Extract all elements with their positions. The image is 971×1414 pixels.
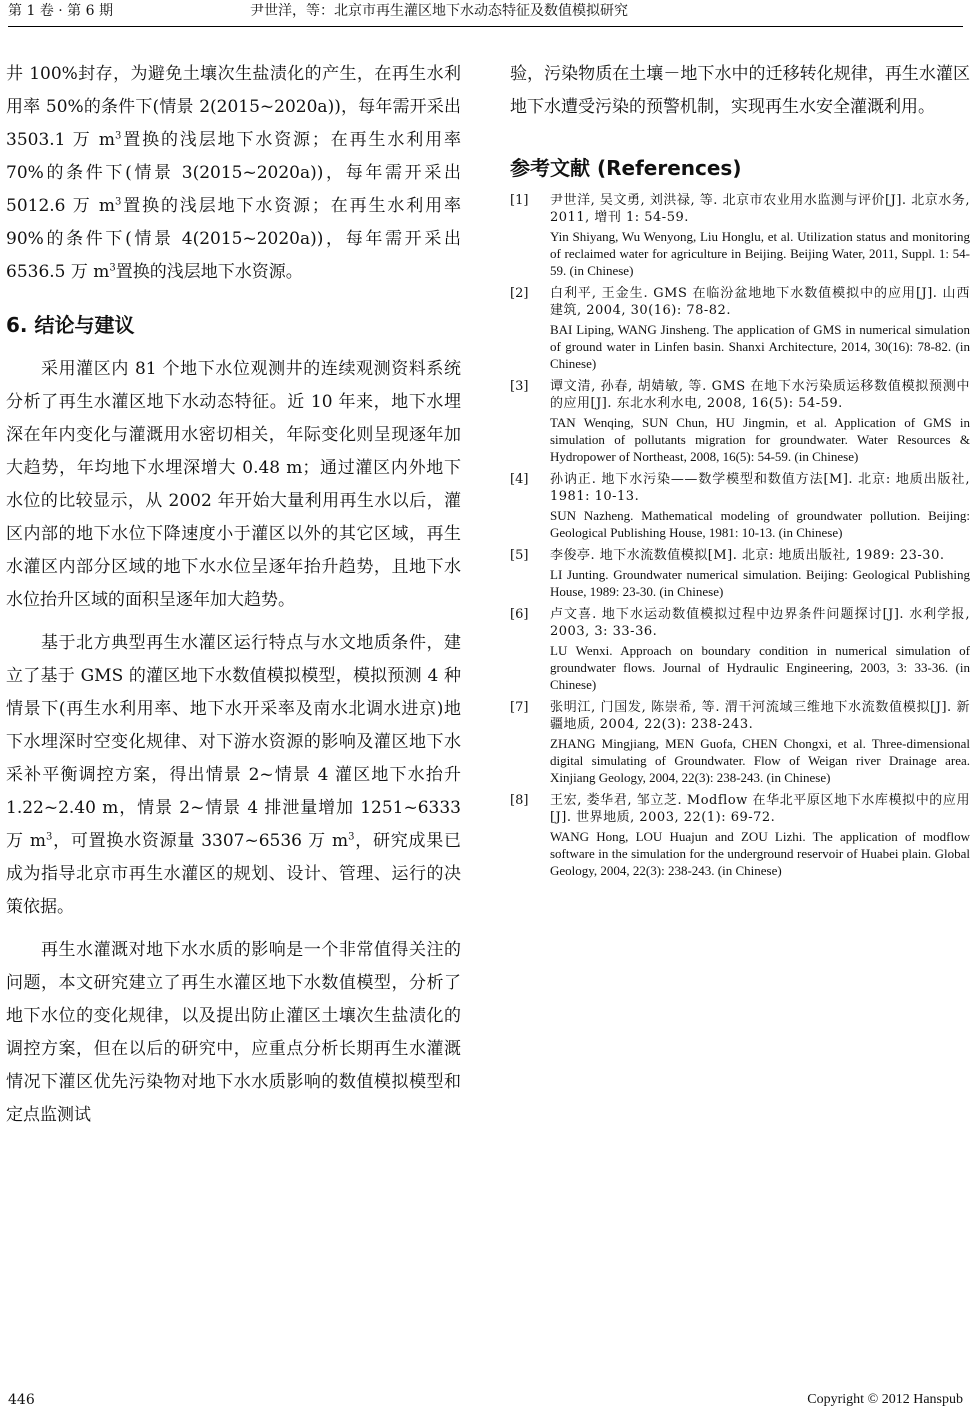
reference-item: [510, 471, 970, 541]
reference-number: [4]: [510, 472, 529, 487]
reference-item: [510, 606, 970, 693]
reference-english: TAN Wenqing, SUN Chun, HU Jingmin, et al. Application of GMS in simulation of pollutants migration for groundwater. Water Resources & Hydropower of Northeast, 2008, 16(5): 54-59. (in Chinese): [550, 415, 970, 464]
reference-number: [2]: [510, 286, 529, 301]
paragraph-conclusion-1: 采用灌区内 81 个地下水位观测井的连续观测资料系统分析了再生水灌区地下水动态特征。近 10 年来，地下水埋深在年内变化与灌溉用水密切相关，年际变化则呈现逐年加大趋势，年均地下水埋深增大 0.48 m；通过灌区内外地下水位的比较显示，从 2002 年开始大量利用再生水以后，灌区内部的地下水位下降速度小于灌区以外的其它区域，再生水灌区内部分区域的地下水水位呈逐年抬升趋势，且地下水水位抬升区域的面积呈逐年加大趋势。: [6, 359, 461, 610]
reference-chinese: 张明江, 门国发, 陈崇希, 等. 渭干河流域三维地下水流数值模拟[J]. 新疆地质, 2004, 22(3): 238-243.: [550, 700, 970, 732]
reference-item: [510, 699, 970, 786]
reference-english: BAI Liping, WANG Jinsheng. The application of GMS in numerical simulation of ground water in Linfen basin. Shanxi Architecture, 2014, 30(16): 78-82. (in Chinese): [550, 322, 970, 371]
reference-chinese: 白利平, 王金生. GMS 在临汾盆地地下水数值模拟中的应用[J]. 山西建筑, 2004, 30(16): 78-82.: [550, 286, 970, 318]
section-heading-conclusions: 6. 结论与建议: [6, 313, 135, 337]
running-title: 尹世洋，等：北京市再生灌区地下水动态特征及数值模拟研究: [250, 3, 628, 19]
reference-english: Yin Shiyang, Wu Wenyong, Liu Honglu, et al. Utilization status and monitoring of reclaimed water for agriculture in Beijing. Beijing Water, 2011, Suppl. 1: 54-59. (in Chinese): [550, 229, 970, 278]
reference-number: [3]: [510, 379, 529, 394]
reference-item: [510, 192, 970, 279]
reference-item: [510, 378, 970, 465]
reference-item: [510, 547, 970, 600]
reference-number: [6]: [510, 607, 529, 622]
references-heading: 参考文献 (References): [510, 156, 742, 180]
reference-number: [7]: [510, 700, 529, 715]
reference-number: [8]: [510, 793, 529, 808]
reference-item: [510, 285, 970, 372]
reference-list: [510, 192, 970, 879]
running-header: [8, 0, 963, 27]
reference-english: ZHANG Mingjiang, MEN Guofa, CHEN Chongxi, et al. Three-dimensional digital simulating of Groundwater. Flow of Weigan river Drainage area. Xinjiang Geology, 2004, 22(3): 238-243. (in Chinese): [550, 736, 970, 785]
reference-chinese: 王宏, 娄华君, 邹立芝. Modflow 在华北平原区地下水库模拟中的应用[J]. 世界地质, 2003, 22(1): 69-72.: [550, 793, 970, 825]
reference-chinese: 李俊亭. 地下水流数值模拟[M]. 北京: 地质出版社, 1989: 23-30.: [550, 548, 945, 563]
right-column: [510, 58, 970, 885]
paragraph-continued: 验，污染物质在土壤－地下水中的迁移转化规律，再生水灌区地下水遭受污染的预警机制，实现再生水安全灌溉利用。: [510, 64, 970, 117]
reference-english: LI Junting. Groundwater numerical simulation. Beijing: Geological Publishing House, 1989: 23-30. (in Chinese): [550, 567, 970, 599]
reference-chinese: 孙讷正. 地下水污染——数学模型和数值方法[M]. 北京: 地质出版社, 1981: 10-13.: [550, 472, 970, 504]
copyright-notice: Copyright © 2012 Hanspub: [807, 1392, 963, 1407]
paragraph-conclusion-3: 再生水灌溉对地下水水质的影响是一个非常值得关注的问题，本文研究建立了再生水灌区地下水数值模型，分析了地下水位的变化规律，以及提出防止灌区土壤次生盐渍化的调控方案，但在以后的研究中，应重点分析长期再生水灌溉情况下灌区优先污染物对地下水水质影响的数值模拟模型和定点监测试: [6, 940, 461, 1125]
page-number: 446: [8, 1392, 35, 1408]
reference-item: [510, 792, 970, 879]
journal-volume: 第 1 卷 · 第 6 期: [8, 3, 113, 19]
reference-chinese: 卢文喜. 地下水运动数值模拟过程中边界条件问题探讨[J]. 水利学报, 2003, 3: 33-36.: [550, 607, 970, 639]
reference-english: WANG Hong, LOU Huajun and ZOU Lizhi. The application of modflow software in the simulation for the underground reservoir of Huabei plain. Global Geology, 2004, 22(3): 238-243. (in Chinese): [550, 829, 970, 878]
reference-chinese: 尹世洋, 吴文勇, 刘洪禄, 等. 北京市农业用水监测与评价[J]. 北京水务, 2011, 增刊 1: 54-59.: [550, 193, 970, 225]
reference-number: [1]: [510, 193, 529, 208]
reference-number: [5]: [510, 548, 529, 563]
reference-english: LU Wenxi. Approach on boundary condition in numerical simulation of groundwater flows. Journal of Hydraulic Engineering, 2003, 3: 33-36. (in Chinese): [550, 643, 970, 692]
paragraph-conclusion-2: 基于北方典型再生水灌区运行特点与水文地质条件，建立了基于 GMS 的灌区地下水数值模拟模型，模拟预测 4 种情景下(再生水利用率、地下水开采率及南水北调水进京)地下水埋深时空变化规律、对下游水资源的影响及灌区地下水采补平衡调控方案，得出情景 2~情景 4 灌区地下水抬升 1.22~2.40 m，情景 2~情景 4 排泄量增加 1251~6333 万 $m^3$，可置换水资源量 3307~6536 万 $m^3$，研究成果已成为指导北京市再生水灌区的规划、设计、管理、运行的决策依据。: [6, 633, 461, 917]
paragraph-scenarios: 井 100%封存，为避免土壤次生盐渍化的产生，在再生水利用率 50%的条件下(情景 2(2015~2020a))，每年需开采出 3503.1 万 $m^3$置换的浅层地下水资源；在再生水利用率 70%的条件下(情景 3(2015~2020a))，每年需开采出 5012.6 万 $m^3$置换的浅层地下水资源；在再生水利用率 90%的条件下(情景 4(2015~2020a))，每年需开采出 6536.5 万 $m^3$置换的浅层地下水资源。: [6, 64, 461, 282]
reference-english: SUN Nazheng. Mathematical modeling of groundwater pollution. Beijing: Geological Publishing House, 1981: 10-13. (in Chinese): [550, 508, 970, 540]
left-column: [6, 58, 461, 1132]
reference-chinese: 谭文清, 孙春, 胡婧敏, 等. GMS 在地下水污染质运移数值模拟预测中的应用[J]. 东北水利水电, 2008, 16(5): 54-59.: [550, 379, 970, 411]
